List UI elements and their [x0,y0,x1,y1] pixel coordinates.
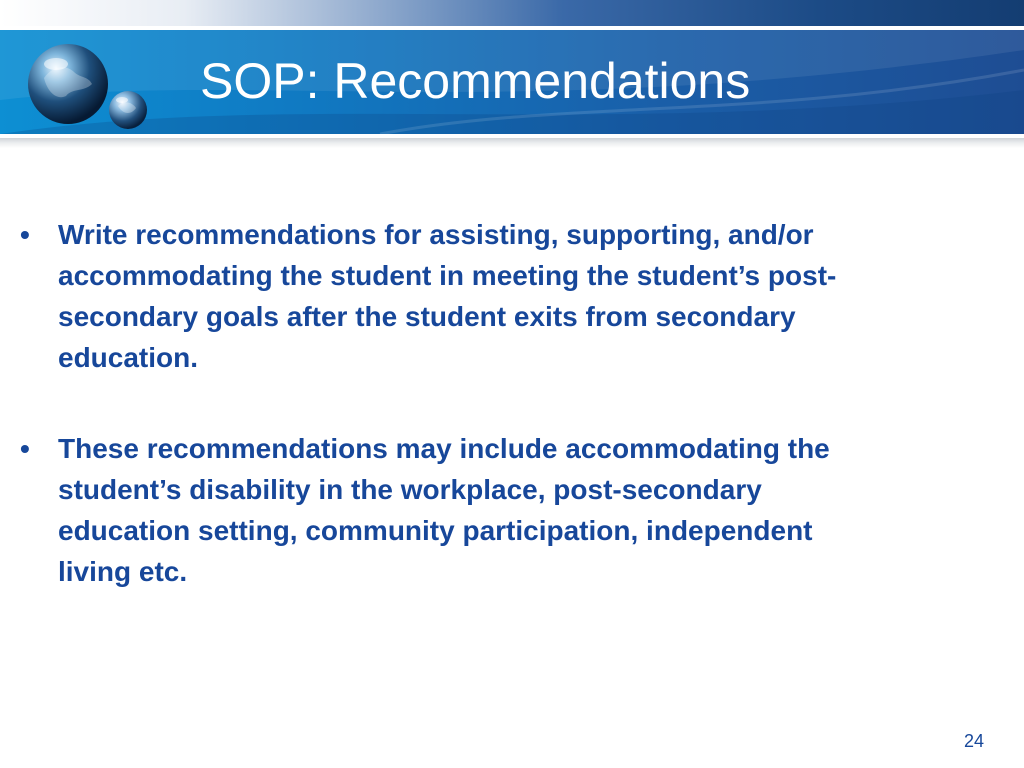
bullet-item [20,214,850,378]
bullet-list [20,214,850,642]
bullet-item [20,428,850,592]
bullet-marker: • [20,433,30,464]
title-shadow [0,138,1024,148]
page-number: 24 [963,731,984,751]
bullet-text: Write recommendations for assisting, supporting, and/or accommodating the student in meeting the student’s post-secondary goals after the student exits from secondary education. [58,219,837,373]
bullet-marker: • [20,219,30,250]
bullet-text: These recommendations may include accommodating the student’s disability in the workplace, post-secondary education setting, community participation, independent living etc. [58,433,830,587]
slide-title: SOP: Recommendations [200,53,751,109]
globe-icon [22,40,154,132]
title-banner [0,30,1024,134]
top-decorative-strip [0,0,1024,26]
